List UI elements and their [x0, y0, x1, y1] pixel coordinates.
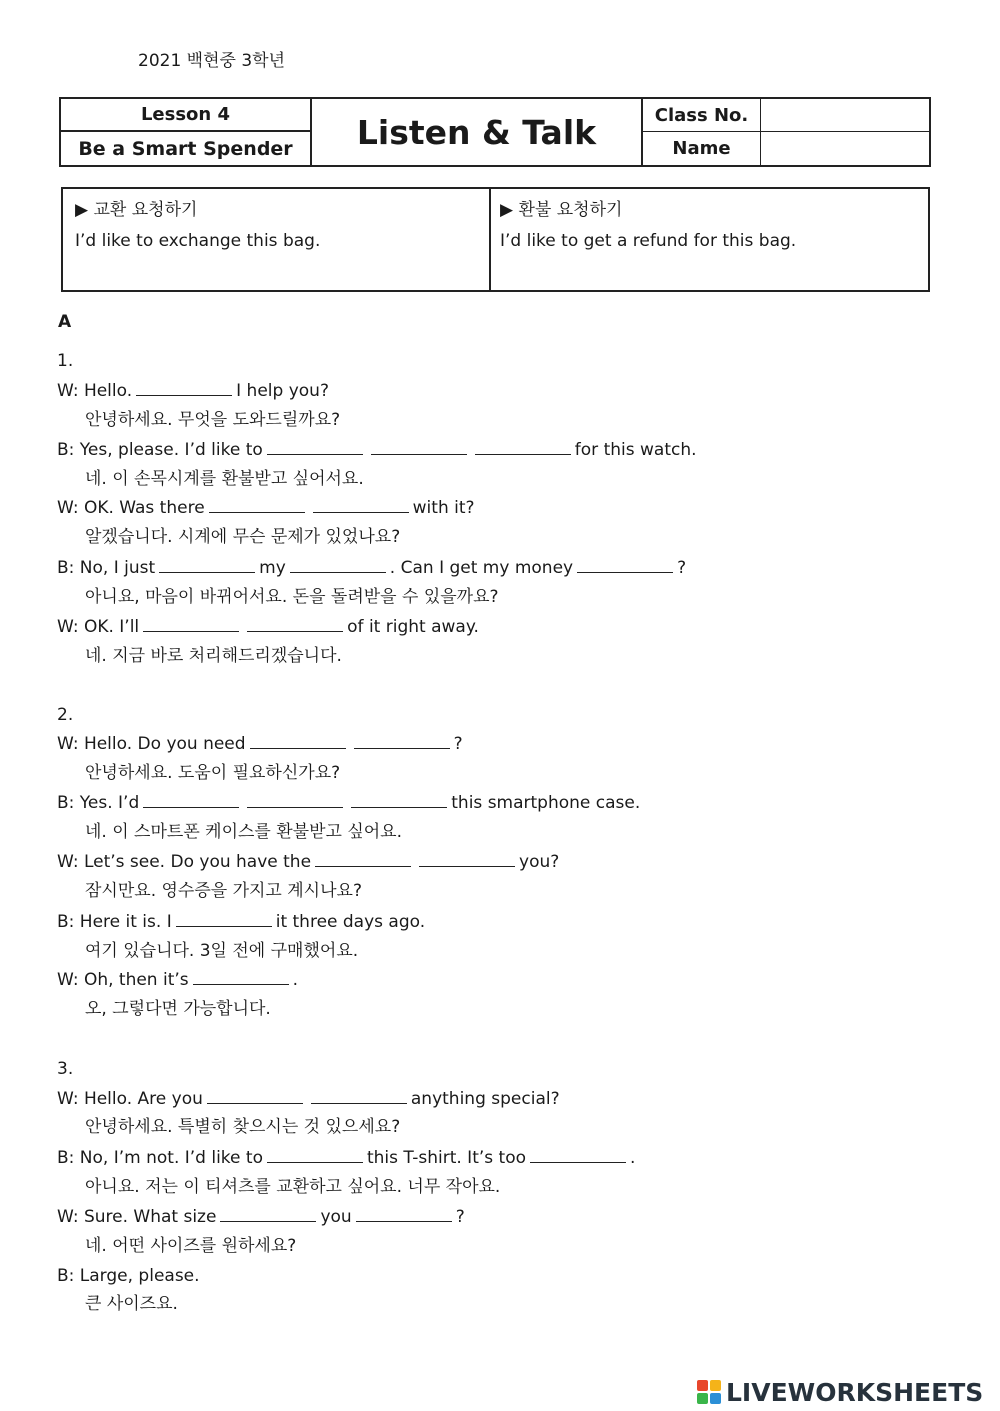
dialogue-line: W: Sure. What size you ? [57, 1207, 465, 1227]
answer-blank[interactable] [419, 851, 515, 867]
answer-blank[interactable] [207, 1088, 303, 1104]
translation-line: 큰 사이즈요. [85, 1294, 178, 1314]
dialogue-line: W: OK. Was there with it? [57, 498, 475, 518]
answer-blank[interactable] [356, 1206, 452, 1222]
dialogue-line: W: Let’s see. Do you have the you? [57, 852, 560, 872]
dialogue-1-number: 1. [57, 351, 74, 371]
liveworksheets-mark-icon [697, 1380, 721, 1404]
answer-blank[interactable] [475, 439, 571, 455]
answer-blank[interactable] [267, 439, 363, 455]
key-expressions-box [61, 187, 930, 292]
refund-heading: ▶ 환불 요청하기 [500, 200, 623, 220]
answer-blank[interactable] [290, 557, 386, 573]
exchange-expression [63, 189, 491, 290]
refund-expression [491, 189, 928, 290]
dialogue-line: B: Yes. I’d this smartphone case. [57, 793, 641, 813]
dialogue-line: W: Oh, then it’s . [57, 970, 299, 990]
answer-blank[interactable] [220, 1206, 316, 1222]
answer-blank[interactable] [315, 851, 411, 867]
worksheet-title: Listen & Talk [312, 99, 643, 165]
translation-line: 네. 지금 바로 처리해드리겠습니다. [85, 646, 342, 666]
logo-square [710, 1380, 721, 1391]
translation-line: 오, 그렇다면 가능합니다. [85, 999, 271, 1019]
name-field[interactable] [761, 132, 929, 165]
name-label: Name [643, 132, 761, 165]
translation-line: 네. 이 손목시계를 환불받고 싶어서요. [85, 469, 364, 489]
translation-line: 아니요, 마음이 바뀌어서요. 돈을 돌려받을 수 있을까요? [85, 587, 499, 607]
school-grade-line: 2021 백현중 3학년 [138, 51, 285, 71]
translation-line: 여기 있습니다. 3일 전에 구매했어요. [85, 941, 359, 961]
translation-line: 잠시만요. 영수증을 가지고 계시나요? [85, 881, 362, 901]
answer-blank[interactable] [176, 911, 272, 927]
dialogue-line: B: No, I’m not. I’d like to this T-shirt. It’s too . [57, 1148, 636, 1168]
dialogue-line: B: Large, please. [57, 1266, 200, 1286]
answer-blank[interactable] [159, 557, 255, 573]
dialogue-line: W: Hello. Do you need ? [57, 734, 463, 754]
dialogue-line: W: Hello. I help you? [57, 381, 329, 401]
dialogue-line: B: Yes, please. I’d like to for this watch. [57, 440, 697, 460]
dialogue-line: B: Here it is. I it three days ago. [57, 912, 426, 932]
answer-blank[interactable] [247, 616, 343, 632]
dialogue-3-number: 3. [57, 1059, 74, 1079]
exchange-example: I’d like to exchange this bag. [75, 231, 321, 251]
section-label: A [58, 312, 72, 332]
translation-line: 네. 어떤 사이즈를 원하세요? [85, 1236, 297, 1256]
class-no-label: Class No. [643, 99, 761, 132]
liveworksheets-logo [697, 1377, 983, 1407]
translation-line: 아니요. 저는 이 티셔츠를 교환하고 싶어요. 너무 작아요. [85, 1177, 501, 1197]
answer-blank[interactable] [354, 733, 450, 749]
translation-line: 안녕하세요. 도움이 필요하신가요? [85, 763, 341, 783]
translation-line: 안녕하세요. 특별히 찾으시는 것 있으세요? [85, 1117, 401, 1137]
dialogue-line: B: No, I just my . Can I get my money ? [57, 558, 687, 578]
answer-blank[interactable] [250, 733, 346, 749]
answer-blank[interactable] [247, 792, 343, 808]
dialogue-2-number: 2. [57, 705, 74, 725]
refund-example: I’d like to get a refund for this bag. [500, 231, 797, 251]
answer-blank[interactable] [143, 616, 239, 632]
lesson-number: Lesson 4 [61, 99, 312, 132]
class-no-field[interactable] [761, 99, 929, 132]
answer-blank[interactable] [577, 557, 673, 573]
answer-blank[interactable] [193, 969, 289, 985]
answer-blank[interactable] [311, 1088, 407, 1104]
translation-line: 안녕하세요. 무엇을 도와드릴까요? [85, 410, 341, 430]
dialogue-line: W: Hello. Are you anything special? [57, 1089, 560, 1109]
answer-blank[interactable] [143, 792, 239, 808]
answer-blank[interactable] [371, 439, 467, 455]
answer-blank[interactable] [267, 1147, 363, 1163]
translation-line: 네. 이 스마트폰 케이스를 환불받고 싶어요. [85, 822, 403, 842]
translation-line: 알겠습니다. 시계에 무슨 문제가 있었나요? [85, 527, 401, 547]
exchange-heading: ▶ 교환 요청하기 [75, 200, 198, 220]
answer-blank[interactable] [136, 380, 232, 396]
brand-name: LIVEWORKSHEETS [726, 1377, 984, 1407]
lesson-title: Be a Smart Spender [61, 132, 312, 165]
logo-square [710, 1393, 721, 1404]
answer-blank[interactable] [530, 1147, 626, 1163]
answer-blank[interactable] [351, 792, 447, 808]
answer-blank[interactable] [209, 497, 305, 513]
dialogue-line: W: OK. I’ll of it right away. [57, 617, 479, 637]
worksheet-header-table [59, 97, 931, 167]
answer-blank[interactable] [313, 497, 409, 513]
logo-square [697, 1393, 708, 1404]
logo-square [697, 1380, 708, 1391]
